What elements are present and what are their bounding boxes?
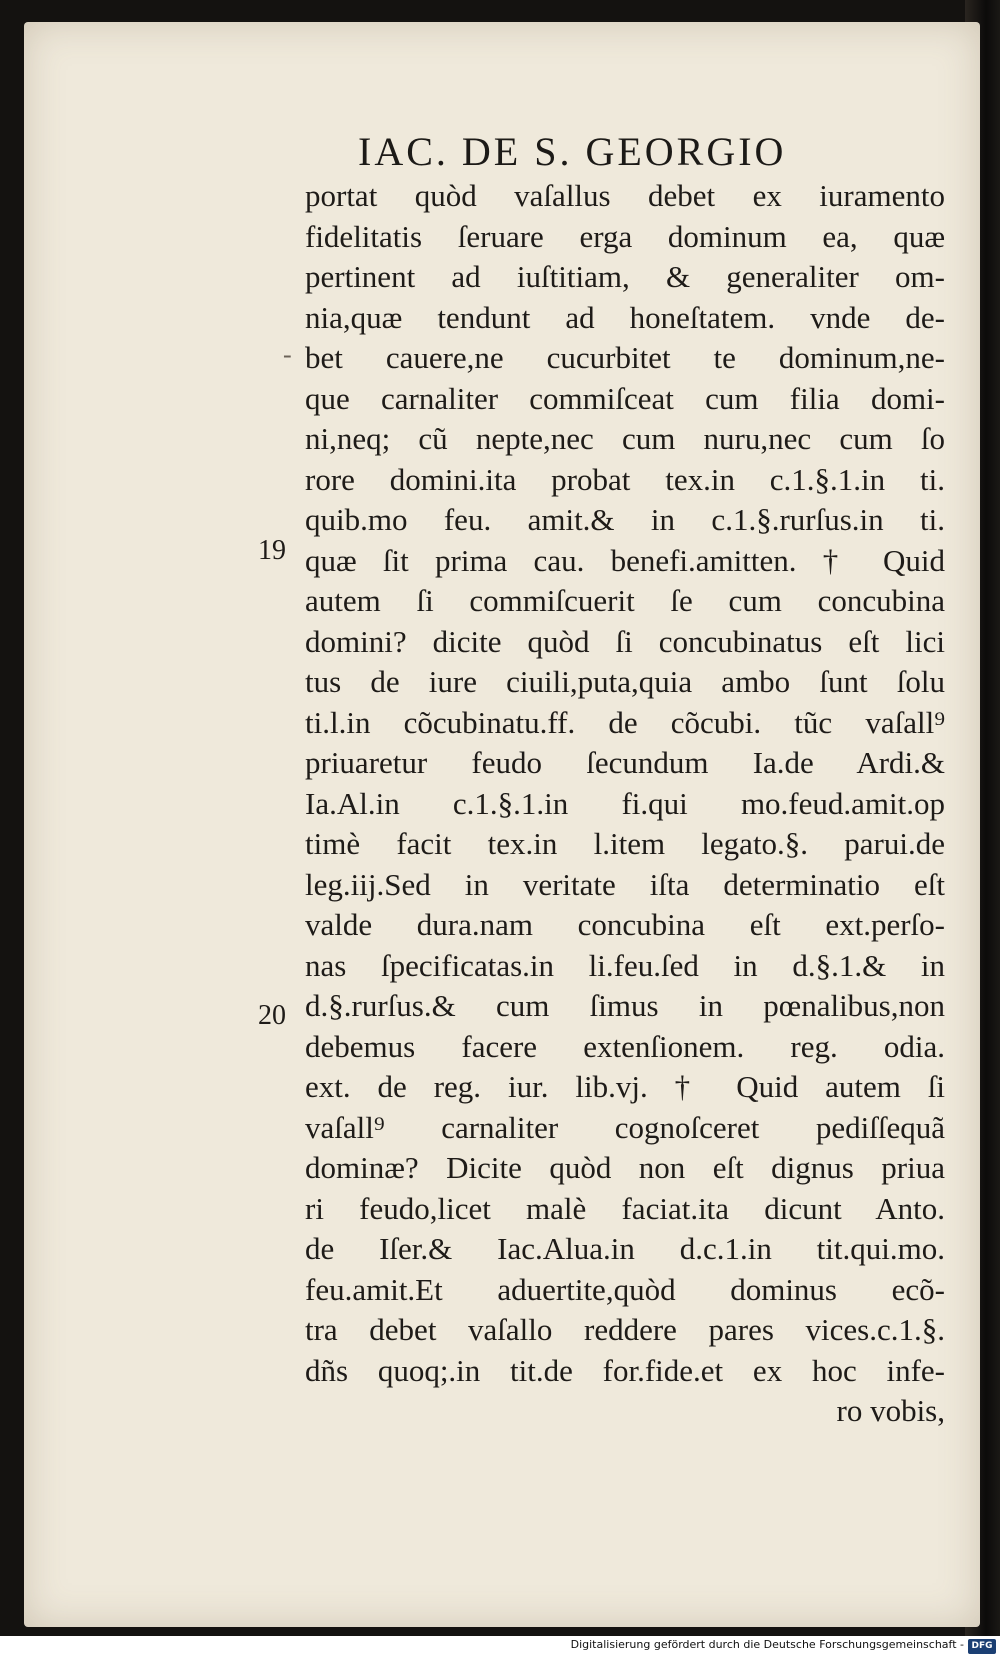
text-line: ni,neq; cũ nepte,nec cum nuru,nec cum ſo — [305, 421, 945, 456]
margin-number-20: 20 — [258, 1000, 286, 1031]
text-line: que carnaliter commiſceat cum filia domi- — [305, 380, 945, 416]
text-line: dominæ? Dicite quòd non eſt dignus priua — [305, 1150, 945, 1185]
margin-mark: - — [283, 340, 292, 369]
text-line: dñs quoq;.in tit.de for.fide.et ex hoc infe- — [305, 1352, 945, 1388]
text-line: portat quòd vaſallus debet ex iuramento — [305, 178, 945, 213]
text-line: quæ ſit prima cau. benefi.amitten. † Quid — [305, 542, 945, 578]
margin-number-19: 19 — [258, 535, 286, 566]
text-line: debemus facere extenſionem. reg. odia. — [305, 1028, 945, 1064]
text-line: Ia.Al.in c.1.§.1.in fi.qui mo.feud.amit.op — [305, 785, 945, 821]
text-line: d.§.rurſus.& cum ſimus in pœnalibus,non — [305, 988, 945, 1023]
footer-credit: Digitalisierung gefördert durch die Deutsche Forschungsgemeinschaft - — [570, 1638, 964, 1651]
text-line: de Iſer.& Iac.Alua.in d.c.1.in tit.qui.mo. — [305, 1231, 945, 1266]
dfg-logo: DFG — [968, 1639, 996, 1654]
text-line-last: ro vobis, — [836, 1393, 945, 1428]
text-line: pertinent ad iuſtitiam, & generaliter om- — [305, 259, 945, 294]
text-line: bet cauere,ne cucurbitet te dominum,ne- — [305, 340, 945, 375]
text-line: domini? dicite quòd ſi concubinatus eſt lici — [305, 623, 945, 659]
text-line: ri feudo,licet malè faciat.ita dicunt Anto. — [305, 1190, 945, 1226]
text-line: priuaretur feudo ſecundum Ia.de Ardi.& — [305, 745, 945, 780]
text-line: tra debet vaſallo reddere pares vices.c.1.§. — [305, 1312, 945, 1347]
text-line: autem ſi commiſcuerit ſe cum concubina — [305, 583, 945, 618]
text-line: nia,quæ tendunt ad honeſtatem. vnde de- — [305, 299, 945, 335]
text-line: ti.l.in cõcubinatu.ff. de cõcubi. tũc vaſall⁹ — [305, 704, 945, 740]
text-line: quib.mo feu. amit.& in c.1.§.rurſus.in ti. — [305, 502, 945, 537]
text-line: timè facit tex.in l.item legato.§. parui.de — [305, 826, 945, 861]
body-text — [305, 176, 945, 1432]
running-head: IAC. DE S. GEORGIO — [358, 129, 787, 174]
text-line: fidelitatis ſeruare erga dominum ea, quæ — [305, 218, 945, 254]
text-line: ext. de reg. iur. lib.vj. † Quid autem ſi — [305, 1069, 945, 1104]
text-line: leg.iij.Sed in veritate iſta determinatio eſt — [305, 866, 945, 902]
text-line: nas ſpecificatas.in li.feu.ſed in d.§.1.& in — [305, 947, 945, 983]
text-line: valde dura.nam concubina eſt ext.perſo- — [305, 907, 945, 942]
text-line: tus de iure ciuili,puta,quia ambo ſunt ſolu — [305, 664, 945, 699]
text-line: vaſall⁹ carnaliter cognoſceret pediſſequã — [305, 1109, 945, 1145]
text-line: rore domini.ita probat tex.in c.1.§.1.in ti. — [305, 461, 945, 497]
text-line: feu.amit.Et aduertite,quòd dominus ecõ- — [305, 1271, 945, 1307]
